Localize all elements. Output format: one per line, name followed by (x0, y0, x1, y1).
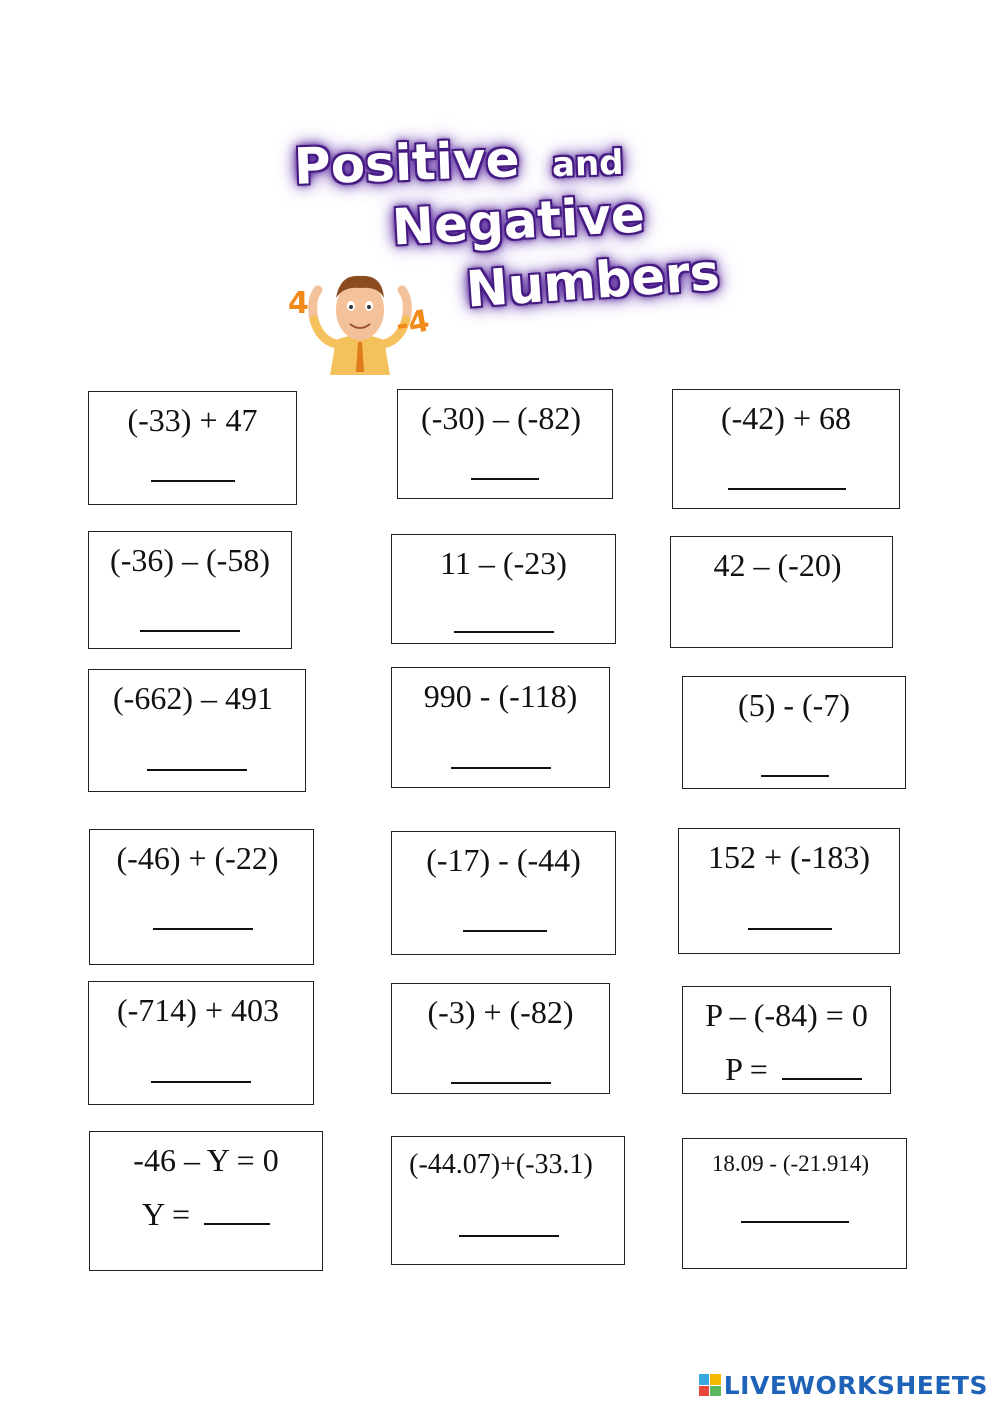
number-neg-four-graphic: -4 (393, 303, 433, 344)
problem-expression: (-36) – (-58) (110, 542, 270, 578)
problem-expression: P – (-84) = 0 (705, 997, 868, 1033)
answer-blank[interactable] (454, 631, 554, 633)
answer-blank[interactable] (782, 1056, 862, 1080)
answer-blank[interactable] (204, 1201, 270, 1225)
problem-box (682, 676, 906, 789)
problem-box (672, 389, 900, 509)
problem-expression: (-714) + 403 (116, 992, 279, 1028)
answer-blank[interactable] (451, 767, 551, 769)
title-word-positive: Positive (293, 130, 521, 196)
answer-blank[interactable] (451, 1082, 551, 1084)
answer-blank[interactable] (741, 1221, 849, 1223)
problem-expression: (-662) – 491 (113, 680, 273, 716)
problem-expression: (5) - (-7) (738, 687, 850, 723)
answer-blank[interactable] (471, 478, 539, 480)
problem-expression: (-44.07)+(-33.1) (409, 1149, 593, 1180)
problem-box (397, 389, 613, 499)
title-word-and: and (551, 142, 625, 186)
number-four-graphic: 4 (288, 286, 309, 321)
problem-box (391, 667, 610, 788)
answer-blank[interactable] (147, 769, 247, 771)
problem-expression: (-17) - (-44) (426, 842, 581, 878)
answer-blank[interactable] (151, 480, 235, 482)
liveworksheets-logo-icon (699, 1374, 721, 1396)
problem-expression: -46 – Y = 0 (133, 1142, 279, 1178)
problem-expression: (-3) + (-82) (427, 994, 574, 1030)
problem-expression: 42 – (-20) (713, 547, 842, 583)
problem-box (682, 1138, 907, 1269)
problem-expression: (-30) – (-82) (421, 400, 581, 436)
problem-box (391, 1136, 625, 1265)
answer-blank[interactable] (761, 775, 829, 777)
answer-blank[interactable] (151, 1081, 251, 1083)
variable-label: P = (725, 1051, 776, 1087)
answer-blank[interactable] (153, 928, 253, 930)
title-word-numbers: Numbers (464, 243, 722, 319)
problem-box (89, 829, 314, 965)
problem-box (682, 986, 891, 1094)
title-word-negative: Negative (390, 185, 647, 257)
problem-box (88, 531, 292, 649)
problem-box (391, 831, 616, 955)
variable-answer-line (697, 1051, 890, 1088)
problem-expression: 990 - (-118) (423, 678, 578, 714)
problem-box (670, 536, 893, 648)
problem-expression: (-33) + 47 (127, 402, 258, 438)
problem-box (88, 669, 306, 792)
problem-box (391, 983, 610, 1094)
problem-expression: 18.09 - (-21.914) (711, 1151, 870, 1176)
title-logo (280, 110, 730, 375)
brand-name: LIVEWORKSHEETS (723, 1370, 988, 1400)
problem-box (678, 828, 900, 954)
problem-box (391, 534, 616, 644)
problem-box (88, 391, 297, 505)
answer-blank[interactable] (140, 630, 240, 632)
answer-blank[interactable] (728, 488, 846, 490)
problem-expression: 152 + (-183) (707, 839, 870, 875)
problem-expression: (-42) + 68 (720, 400, 851, 436)
answer-blank[interactable] (463, 930, 547, 932)
liveworksheets-brand (699, 1370, 988, 1400)
answer-blank[interactable] (748, 928, 832, 930)
problem-box (89, 1131, 323, 1271)
problem-expression: (-46) + (-22) (116, 840, 279, 876)
variable-label: Y = (142, 1196, 198, 1232)
problem-box (88, 981, 314, 1105)
answer-blank[interactable] (459, 1235, 559, 1237)
problem-expression: 11 – (-23) (440, 545, 567, 581)
variable-answer-line (90, 1196, 322, 1233)
